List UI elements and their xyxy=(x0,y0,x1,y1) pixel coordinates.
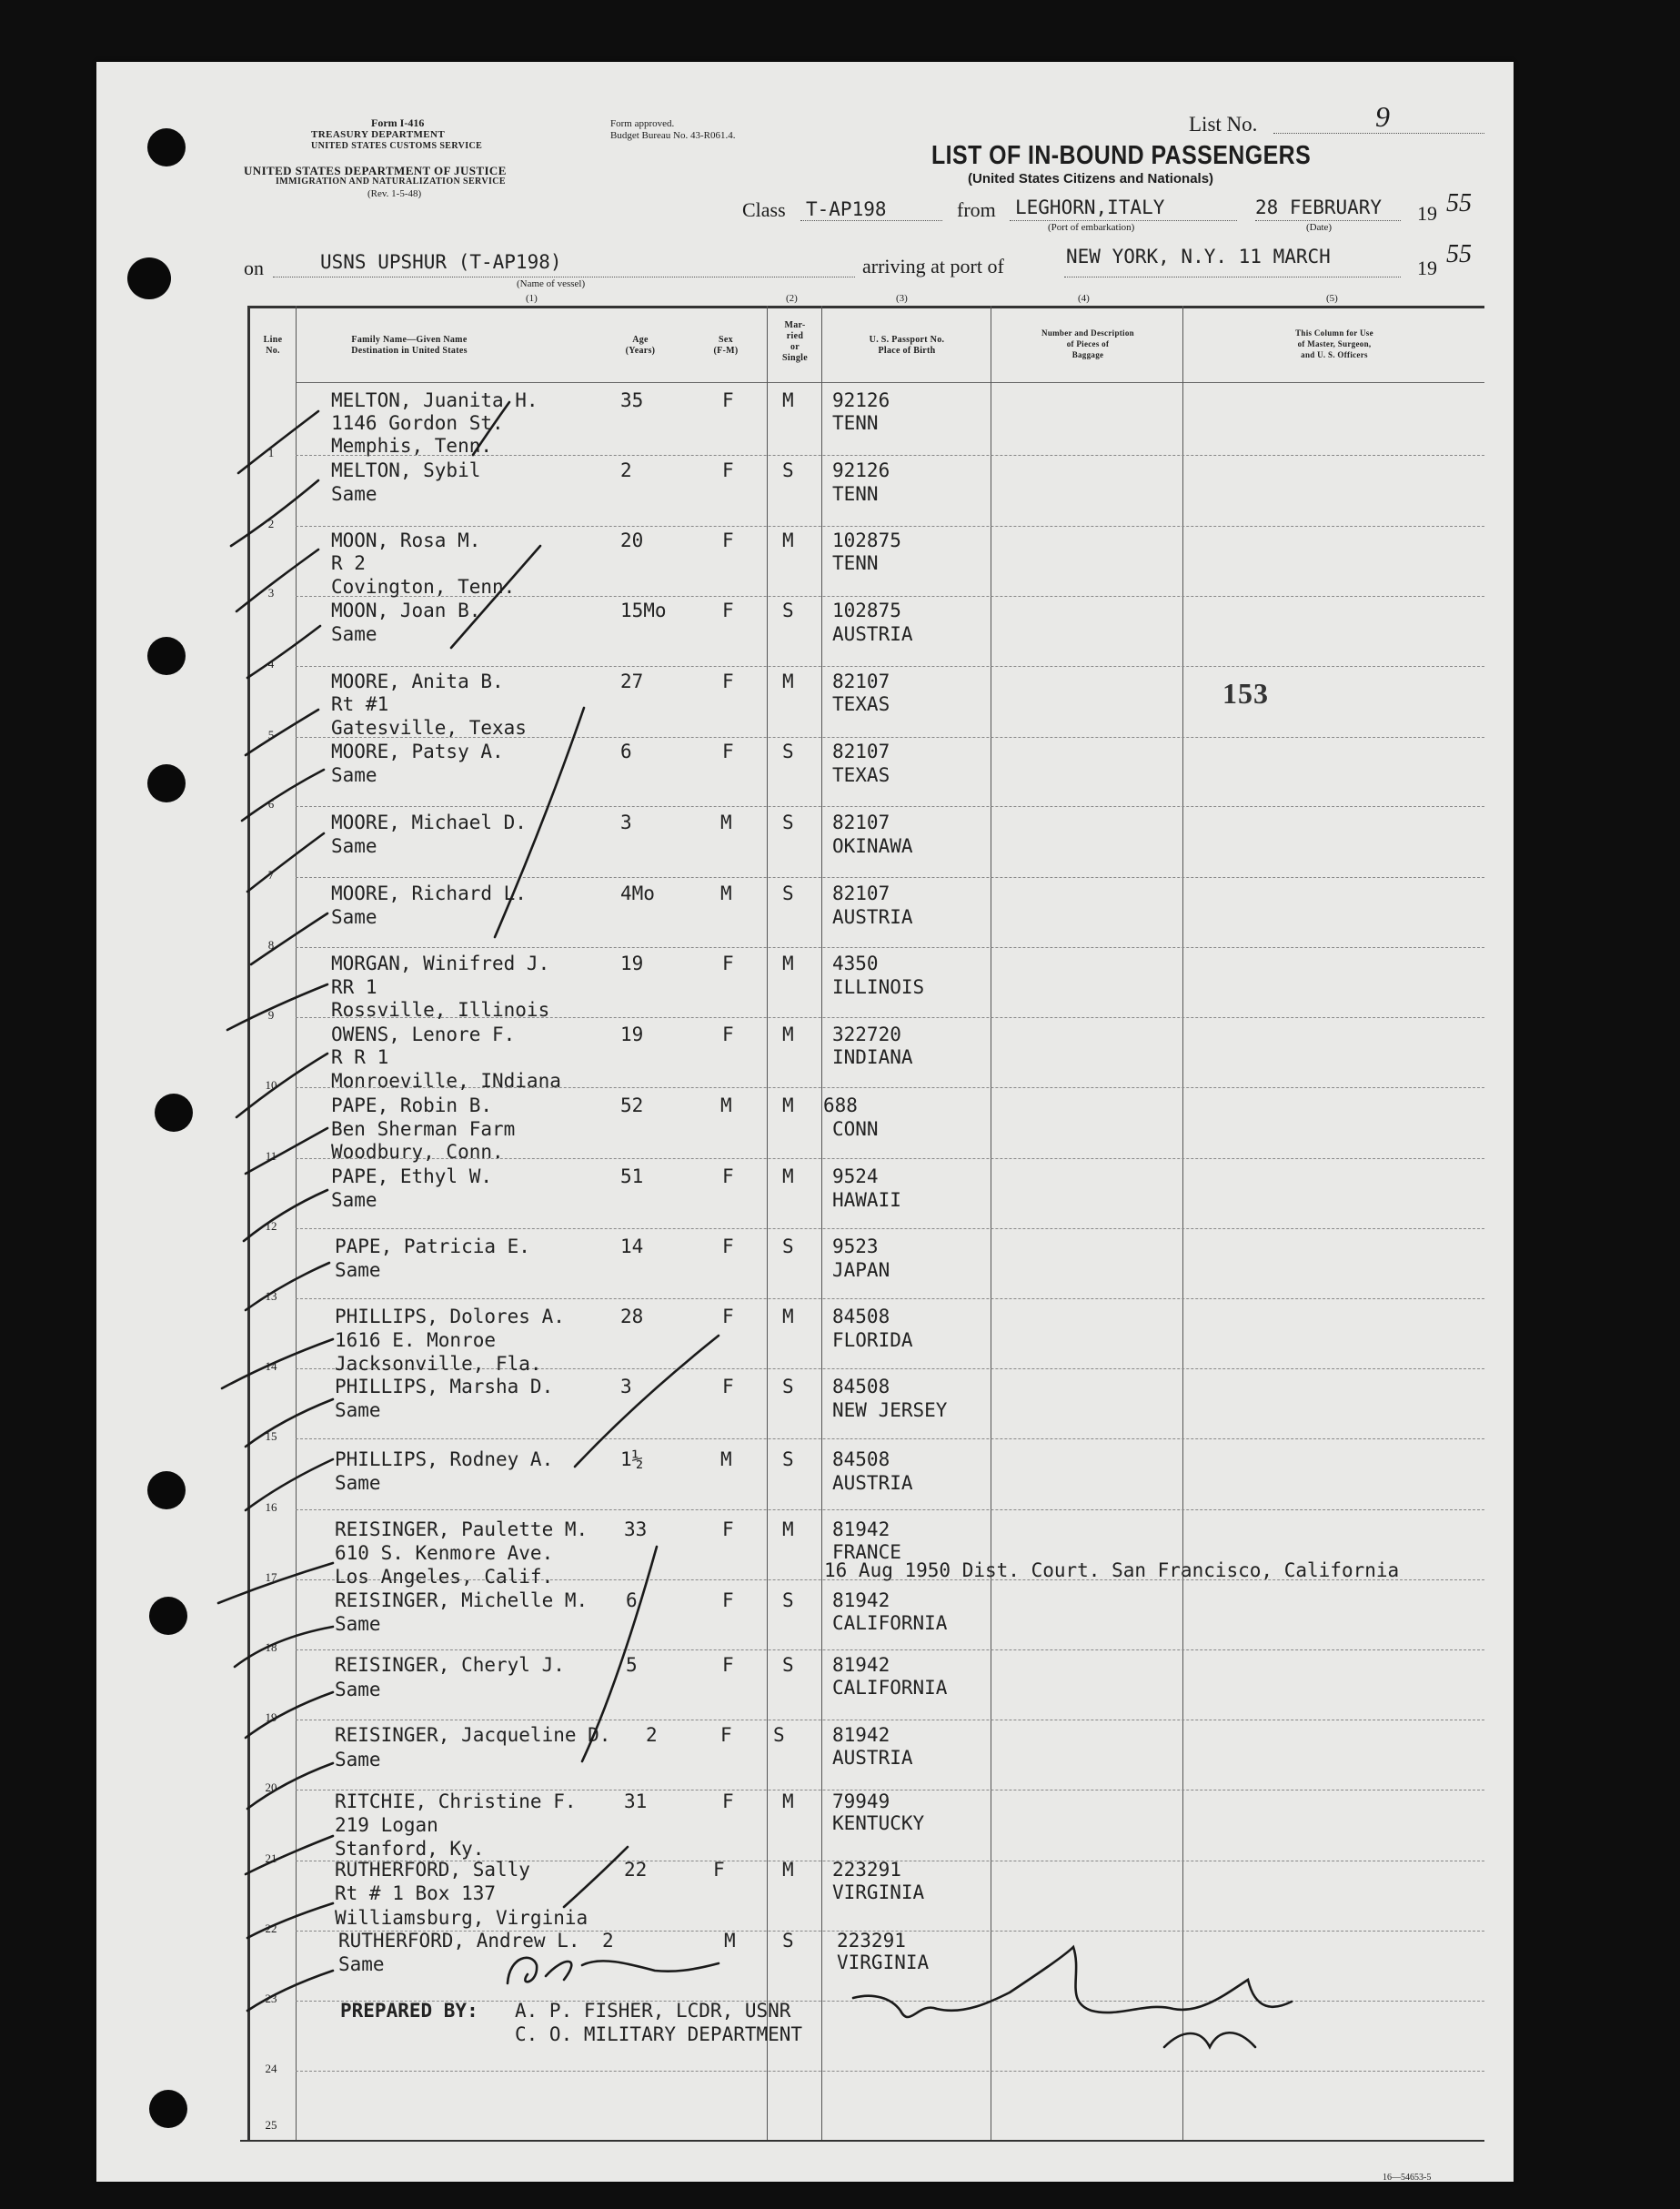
age: 35 xyxy=(620,389,644,411)
line-number: 19 xyxy=(265,1710,277,1724)
marital-status: M xyxy=(782,1165,794,1187)
passenger-name: MELTON, Sybil xyxy=(331,459,481,481)
column-number-4: (4) xyxy=(1078,293,1090,304)
age: 4Mo xyxy=(620,883,655,904)
check-mark xyxy=(247,1971,333,2011)
age: 51 xyxy=(620,1165,644,1187)
place-of-birth: NEW JERSEY xyxy=(832,1399,948,1421)
passport-number: 688 xyxy=(823,1094,858,1116)
passenger-address: Same xyxy=(335,1399,381,1421)
passport-number: 82107 xyxy=(832,671,890,692)
check-mark xyxy=(251,913,327,964)
place-of-birth: AUSTRIA xyxy=(832,906,913,928)
place-of-birth: AUSTRIA xyxy=(832,623,913,645)
line-number: 16 xyxy=(265,1500,277,1514)
marital-status: S xyxy=(782,883,794,904)
line-number: 8 xyxy=(267,938,275,952)
column-number-1: (1) xyxy=(526,293,538,304)
marital-status: M xyxy=(782,389,794,411)
customs-service: UNITED STATES CUSTOMS SERVICE xyxy=(311,141,483,151)
check-mark xyxy=(247,626,320,678)
passport-number: 82107 xyxy=(832,883,890,904)
passenger-address: Same xyxy=(331,835,377,857)
line-number: 23 xyxy=(265,1992,277,2005)
passport-number: 9524 xyxy=(832,1165,879,1187)
passenger-address: Rt #1 xyxy=(331,693,389,715)
vessel-caption: (Name of vessel) xyxy=(517,278,586,289)
passport-number: 81942 xyxy=(832,1518,890,1540)
passenger-name: PHILLIPS, Dolores A. xyxy=(335,1306,565,1327)
passenger-address: Same xyxy=(331,906,377,928)
passenger-address: Ben Sherman Farm xyxy=(331,1118,516,1140)
arrival-year-prefix: 19 xyxy=(1417,257,1437,279)
passenger-address: Same xyxy=(335,1259,381,1281)
passenger-city: Monroeville, INdiana xyxy=(331,1070,561,1092)
sex: F xyxy=(722,459,734,481)
line-number: 6 xyxy=(267,797,275,811)
marital-status: S xyxy=(782,1654,794,1676)
place-of-birth: CALIFORNIA xyxy=(832,1612,948,1634)
age: 28 xyxy=(620,1306,644,1327)
passport-number: 82107 xyxy=(832,812,890,833)
passenger-name: PHILLIPS, Rodney A. xyxy=(335,1448,554,1470)
passport-number: 81942 xyxy=(832,1724,890,1746)
marital-status: S xyxy=(782,812,794,833)
passport-number: 322720 xyxy=(832,1024,901,1045)
age: 2 xyxy=(646,1724,658,1746)
sex: F xyxy=(722,530,734,551)
passenger-city: Jacksonville, Fla. xyxy=(335,1353,542,1375)
line-number: 2 xyxy=(267,517,275,530)
page-title: LIST OF IN-BOUND PASSENGERS xyxy=(931,141,1312,170)
form-approved: Form approved. xyxy=(610,118,675,129)
passenger-name: RUTHERFORD, Sally xyxy=(335,1859,530,1881)
check-mark xyxy=(247,833,324,892)
passport-number: 79949 xyxy=(832,1790,890,1812)
passport-number: 92126 xyxy=(832,459,890,481)
age: 14 xyxy=(620,1236,644,1257)
passport-number: 84508 xyxy=(832,1376,890,1397)
passenger-name: OWENS, Lenore F. xyxy=(331,1024,516,1045)
sex: F xyxy=(722,1165,734,1187)
year-value: 55 xyxy=(1446,189,1472,217)
strike-line xyxy=(575,1336,719,1467)
header-sex: Sex (F-M) xyxy=(713,335,739,356)
marital-status: M xyxy=(782,1790,794,1812)
passenger-city: Memphis, Tenn. xyxy=(331,435,493,457)
sex: M xyxy=(724,1930,736,1952)
strike-line xyxy=(582,1547,657,1761)
place-of-birth: JAPAN xyxy=(832,1259,890,1281)
place-of-birth: OKINAWA xyxy=(832,835,913,857)
footer-code: 16—54653-5 xyxy=(1383,2173,1432,2183)
place-of-birth: KENTUCKY xyxy=(832,1812,925,1834)
place-of-birth: HAWAII xyxy=(832,1189,901,1211)
check-mark xyxy=(236,1054,327,1117)
age: 3 xyxy=(620,1376,632,1397)
strike-line xyxy=(564,1847,628,1907)
check-mark xyxy=(218,1563,333,1603)
passenger-name: PHILLIPS, Marsha D. xyxy=(335,1376,554,1397)
marital-status: M xyxy=(782,1094,794,1116)
column-number-3: (3) xyxy=(896,293,908,304)
marital-status: S xyxy=(782,459,794,481)
sex: M xyxy=(720,1094,732,1116)
age: 15Mo xyxy=(620,600,667,621)
age: 6 xyxy=(626,1589,638,1611)
age: 2 xyxy=(620,459,632,481)
sex: F xyxy=(722,1518,734,1540)
port-caption: (Port of embarkation) xyxy=(1048,222,1135,233)
marital-status: M xyxy=(782,953,794,974)
passenger-name: PAPE, Ethyl W. xyxy=(331,1165,493,1187)
age: 22 xyxy=(624,1859,648,1881)
age: 5 xyxy=(626,1654,638,1676)
passenger-city: Woodbury, Conn. xyxy=(331,1141,504,1163)
year-prefix: 19 xyxy=(1417,202,1437,225)
line-number: 20 xyxy=(265,1780,277,1794)
marital-status: S xyxy=(773,1724,785,1746)
sex: M xyxy=(720,812,732,833)
sex: F xyxy=(722,389,734,411)
prepared-by-label: PREPARED BY: xyxy=(340,2000,478,2022)
passenger-name: REISINGER, Cheryl J. xyxy=(335,1654,565,1676)
passenger-address: Same xyxy=(335,1679,381,1700)
sex: F xyxy=(722,1654,734,1676)
age: 27 xyxy=(620,671,644,692)
marital-status: S xyxy=(782,741,794,762)
passenger-address: 610 S. Kenmore Ave. xyxy=(335,1542,554,1564)
marital-status: S xyxy=(782,1589,794,1611)
on-label: on xyxy=(244,257,264,279)
check-mark xyxy=(222,1339,333,1388)
check-mark xyxy=(246,710,318,755)
line-number: 13 xyxy=(265,1289,277,1303)
check-mark xyxy=(246,1399,333,1447)
line-number: 4 xyxy=(267,657,275,671)
passenger-address: 219 Logan xyxy=(335,1814,438,1836)
budget-bureau: Budget Bureau No. 43-R061.4. xyxy=(610,130,736,141)
line-number: 17 xyxy=(265,1570,277,1584)
line-number: 10 xyxy=(265,1078,277,1092)
sex: F xyxy=(722,1376,734,1397)
passenger-address: R R 1 xyxy=(331,1046,389,1068)
age: 2 xyxy=(602,1930,614,1952)
check-mark xyxy=(246,1459,333,1510)
age: 31 xyxy=(624,1790,648,1812)
place-of-birth: AUSTRIA xyxy=(832,1747,913,1769)
class-label: Class xyxy=(742,198,786,221)
passenger-address: Rt # 1 Box 137 xyxy=(335,1882,497,1904)
line-number: 15 xyxy=(265,1429,277,1443)
marital-status: S xyxy=(782,1236,794,1257)
sex: F xyxy=(722,671,734,692)
place-of-birth: TENN xyxy=(832,483,879,505)
header-age: Age (Years) xyxy=(625,335,656,356)
place-of-birth: FLORIDA xyxy=(832,1329,913,1351)
check-mark xyxy=(247,1763,333,1809)
strike-line xyxy=(451,546,540,648)
passenger-name: MELTON, Juanita H. xyxy=(331,389,538,411)
passenger-name: REISINGER, Jacqueline D. xyxy=(335,1724,611,1746)
passenger-address: Same xyxy=(331,1189,377,1211)
age: 19 xyxy=(620,953,644,974)
passenger-city: Williamsburg, Virginia xyxy=(335,1907,589,1929)
line-number: 9 xyxy=(267,1008,275,1022)
place-of-birth: TENN xyxy=(832,552,879,574)
prepared-by-name: A. P. FISHER, LCDR, USNR xyxy=(515,2000,791,2022)
passenger-address: 1146 Gordon St. xyxy=(331,412,504,434)
place-of-birth: TEXAS xyxy=(832,693,890,715)
treasury-department: TREASURY DEPARTMENT xyxy=(311,129,446,140)
passport-number: 84508 xyxy=(832,1306,890,1327)
sex: F xyxy=(722,1236,734,1257)
age: 20 xyxy=(620,530,644,551)
passenger-name: PAPE, Patricia E. xyxy=(335,1236,530,1257)
passenger-name: RUTHERFORD, Andrew L. xyxy=(338,1930,580,1952)
marital-status: S xyxy=(782,1930,794,1952)
passenger-city: Covington, Tenn. xyxy=(331,576,516,598)
passport-number: 92126 xyxy=(832,389,890,411)
department-of-justice: UNITED STATES DEPARTMENT OF JUSTICE xyxy=(244,164,507,177)
check-mark xyxy=(246,1692,333,1738)
age: 52 xyxy=(620,1094,644,1116)
ins-service: IMMIGRATION AND NATURALIZATION SERVICE xyxy=(276,177,506,187)
place-of-birth: VIRGINIA xyxy=(837,1952,930,1973)
header-name: Family Name—Given Name Destination in United States xyxy=(351,335,468,356)
age: 33 xyxy=(624,1518,648,1540)
place-of-birth: TENN xyxy=(832,412,879,434)
place-of-birth: ILLINOIS xyxy=(832,976,925,998)
officer-annotation: 153 xyxy=(1222,677,1269,710)
passenger-name: PAPE, Robin B. xyxy=(331,1094,493,1116)
sex: F xyxy=(722,1589,734,1611)
check-mark xyxy=(246,1836,333,1874)
passenger-city: Gatesville, Texas xyxy=(331,717,527,739)
line-number: 12 xyxy=(265,1219,277,1233)
line-number: 14 xyxy=(265,1359,277,1373)
check-mark xyxy=(246,1263,329,1310)
age: 19 xyxy=(620,1024,644,1045)
officer-signature xyxy=(853,1947,1292,2047)
header-married: Mar- ried or Single xyxy=(782,320,808,363)
check-mark xyxy=(238,411,318,473)
passport-number: 82107 xyxy=(832,741,890,762)
passenger-name: REISINGER, Michelle M. xyxy=(335,1589,589,1611)
marital-status: M xyxy=(782,1306,794,1327)
line-number: 18 xyxy=(265,1640,277,1654)
revision-date: (Rev. 1-5-48) xyxy=(367,188,422,199)
passenger-name: MORGAN, Winifred J. xyxy=(331,953,550,974)
place-of-birth: FRANCE xyxy=(832,1541,901,1563)
page-subtitle: (United States Citizens and Nationals) xyxy=(968,171,1214,187)
passenger-name: MOON, Rosa M. xyxy=(331,530,481,551)
prepared-by-department: C. O. MILITARY DEPARTMENT xyxy=(515,2023,803,2045)
column-number-5: (5) xyxy=(1326,293,1338,304)
line-number: 7 xyxy=(267,868,275,882)
marital-status: S xyxy=(782,1448,794,1470)
place-of-birth: CALIFORNIA xyxy=(832,1677,948,1699)
passenger-address: Same xyxy=(335,1613,381,1635)
passenger-city: Stanford, Ky. xyxy=(335,1838,485,1860)
age: 1½ xyxy=(620,1448,644,1470)
check-mark xyxy=(247,1903,333,1938)
strike-line xyxy=(495,708,584,937)
passenger-address: Same xyxy=(335,1472,381,1494)
passenger-address: Same xyxy=(335,1749,381,1770)
marital-status: M xyxy=(782,1518,794,1540)
passenger-name: MOORE, Patsy A. xyxy=(331,741,504,762)
line-number: 3 xyxy=(267,586,275,600)
passenger-address: Same xyxy=(331,623,377,645)
passenger-name: MOORE, Michael D. xyxy=(331,812,527,833)
passenger-address: R 2 xyxy=(331,552,366,574)
form-number: Form I-416 xyxy=(371,116,425,129)
from-label: from xyxy=(957,198,996,221)
check-mark xyxy=(235,1627,333,1667)
header-passport: U. S. Passport No. Place of Birth xyxy=(869,335,945,356)
arrival-port-date: NEW YORK, N.Y. 11 MARCH xyxy=(1066,246,1331,267)
passenger-address: Same xyxy=(331,764,377,786)
passenger-name: REISINGER, Paulette M. xyxy=(335,1518,589,1540)
sex: F xyxy=(722,1790,734,1812)
passport-number: 223291 xyxy=(837,1930,906,1952)
line-number: 1 xyxy=(267,446,275,459)
vessel-name: USNS UPSHUR (T-AP198) xyxy=(320,251,562,273)
passport-number: 102875 xyxy=(832,600,901,621)
sex: F xyxy=(722,1306,734,1327)
passenger-name: MOON, Joan B. xyxy=(331,600,481,621)
check-mark xyxy=(242,770,324,821)
passenger-address: 1616 E. Monroe xyxy=(335,1329,497,1351)
marital-status: M xyxy=(782,530,794,551)
check-mark xyxy=(246,1128,327,1174)
column-number-2: (2) xyxy=(786,293,798,304)
line-number: 21 xyxy=(265,1851,277,1865)
line-number: 11 xyxy=(265,1149,277,1163)
marital-status: S xyxy=(782,1376,794,1397)
age: 3 xyxy=(620,812,632,833)
marital-status: M xyxy=(782,671,794,692)
passport-number: 4350 xyxy=(832,953,879,974)
preparer-signature xyxy=(508,1958,719,1983)
line-number: 5 xyxy=(267,728,275,741)
passport-number: 102875 xyxy=(832,530,901,551)
place-of-birth: CONN xyxy=(832,1118,879,1140)
place-of-birth: VIRGINIA xyxy=(832,1881,925,1903)
check-mark xyxy=(244,1190,327,1241)
check-mark xyxy=(227,984,327,1030)
strike-line xyxy=(473,402,509,455)
list-number: 9 xyxy=(1375,100,1390,133)
marital-status: M xyxy=(782,1859,794,1881)
age: 6 xyxy=(620,741,632,762)
line-number: 22 xyxy=(265,1922,277,1935)
passenger-address: Same xyxy=(331,483,377,505)
sex: F xyxy=(722,741,734,762)
class-value: T-AP198 xyxy=(806,198,887,220)
marital-status: M xyxy=(782,1024,794,1045)
check-mark xyxy=(236,550,318,611)
arrival-year: 55 xyxy=(1446,240,1472,268)
sex: F xyxy=(720,1724,732,1746)
passenger-name: MOORE, Anita B. xyxy=(331,671,504,692)
sex: F xyxy=(722,953,734,974)
passport-number: 81942 xyxy=(832,1654,890,1676)
embarkation-date: 28 FEBRUARY xyxy=(1255,197,1383,218)
sex: F xyxy=(722,600,734,621)
header-baggage: Number and Description of Pieces of Baggage xyxy=(1041,328,1134,359)
passport-number: 84508 xyxy=(832,1448,890,1470)
sex: F xyxy=(722,1024,734,1045)
passport-number: 223291 xyxy=(832,1859,901,1881)
date-caption: (Date) xyxy=(1306,222,1333,233)
line-number: 24 xyxy=(265,2062,277,2075)
passenger-address: Same xyxy=(338,1953,385,1975)
place-of-birth: AUSTRIA xyxy=(832,1472,913,1494)
passenger-city: Los Angeles, Calif. xyxy=(335,1566,554,1588)
header-line-no: Line No. xyxy=(263,335,283,356)
passenger-address: RR 1 xyxy=(331,976,377,998)
port-of-embarkation: LEGHORN,ITALY xyxy=(1015,197,1165,218)
header-officers: This Column for Use of Master, Surgeon, and U. S. Officers xyxy=(1295,328,1373,359)
check-mark xyxy=(231,480,318,546)
passport-number: 9523 xyxy=(832,1236,879,1257)
marital-status: S xyxy=(782,600,794,621)
sex: M xyxy=(720,883,732,904)
passenger-name: RITCHIE, Christine F. xyxy=(335,1790,577,1812)
passenger-name: MOORE, Richard L. xyxy=(331,883,527,904)
arriving-label: arriving at port of xyxy=(862,255,1004,277)
place-of-birth: TEXAS xyxy=(832,764,890,786)
place-of-birth: INDIANA xyxy=(832,1046,913,1068)
sex: F xyxy=(713,1859,725,1881)
naturalization-note: 16 Aug 1950 Dist. Court. San Francisco, California xyxy=(824,1559,1400,1581)
sex: M xyxy=(720,1448,732,1470)
list-number-label: List No. xyxy=(1189,113,1258,136)
passenger-city: Rossville, Illinois xyxy=(331,999,550,1021)
line-number: 25 xyxy=(265,2118,277,2132)
passport-number: 81942 xyxy=(832,1589,890,1611)
